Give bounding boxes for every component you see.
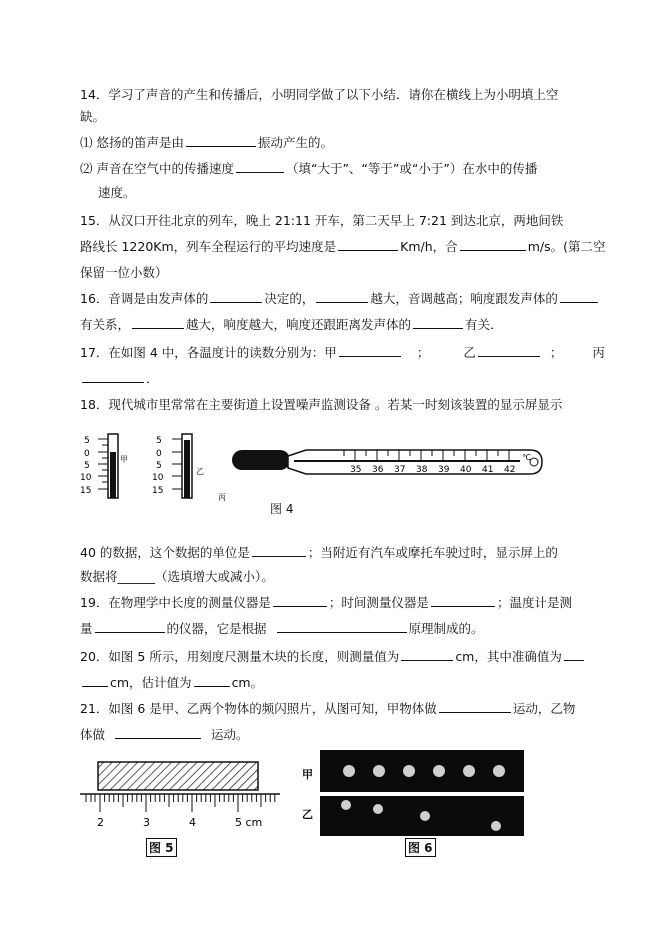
ball-yi (491, 821, 501, 831)
q19-line2 (80, 620, 484, 638)
ball-jia (463, 765, 475, 777)
q19-text-a3: ；温度计是测 (496, 595, 572, 610)
q14-part1-text-end: 振动产生的。 (257, 135, 333, 150)
q20-line2 (80, 674, 263, 692)
q18-text-b1: 40 的数据，这个数据的单位是 (80, 545, 250, 560)
q18-line3 (80, 568, 274, 586)
thermometer-jia (80, 434, 128, 498)
q18-text-b2: ；当附近有汽车或摩托车驶过时，显示屏上的 (307, 545, 558, 560)
wood-block (98, 762, 258, 790)
ball-jia (493, 765, 505, 777)
clinical-tick-label: 38 (416, 465, 428, 475)
label-jia: 甲 (120, 455, 128, 464)
q17-text-b: ． (146, 371, 159, 386)
figure-4-caption: 图 4 (270, 502, 294, 516)
q21-text-b2: 运动。 (211, 727, 249, 742)
figure-5-caption: 图 5 (146, 838, 177, 857)
q14-part2-text: ⑵ 声音在空气中的传播速度 (80, 161, 234, 176)
clinical-tick-label: 41 (482, 465, 494, 475)
answer-blank[interactable] (338, 238, 398, 251)
answer-blank[interactable] (339, 344, 401, 357)
scale-tick-label: 15 (80, 486, 92, 496)
q20-text-b1: cm，估计值为 (110, 675, 192, 690)
answer-blank[interactable] (236, 160, 284, 173)
q16-text-b2: 越大，响度越大，响度还跟距离发声体的 (186, 317, 412, 332)
clinical-tick-label: 39 (438, 465, 450, 475)
q16-text-a3: 越大，音调越高；响度跟发声体的 (370, 291, 558, 306)
q14-stem-text: 14．学习了声音的产生和传播后，小明同学做了以下小结．请你在横线上为小明填上空 (80, 87, 559, 102)
clinical-tick-label: 40 (460, 465, 472, 475)
figure-6-strobe-photos (300, 748, 530, 838)
q14-part2-cont (98, 184, 136, 202)
q16-line1 (80, 290, 600, 308)
q19-text-a2: ；时间测量仪器是 (328, 595, 429, 610)
figure-5-ruler (80, 760, 280, 840)
q20-text-a2: cm，其中准确值为 (455, 649, 562, 664)
answer-blank[interactable] (132, 316, 184, 329)
q20-line1 (80, 648, 586, 666)
q15-line2 (80, 238, 605, 256)
q14-part2 (80, 160, 537, 178)
q20-text-b2: cm。 (231, 675, 264, 690)
ruler-label: 3 (143, 816, 150, 829)
answer-blank[interactable] (82, 370, 144, 383)
answer-blank[interactable] (210, 290, 262, 303)
q17-text-a1: 17．在如图 4 中，各温度计的读数分别为：甲 (80, 345, 337, 360)
q16-text-b3: 有关． (465, 317, 503, 332)
answer-blank[interactable] (316, 290, 368, 303)
thermometer-yi (152, 434, 204, 498)
ball-jia (403, 765, 415, 777)
q16-text-a2: 决定的， (264, 291, 315, 306)
clinical-tick-label: 36 (372, 465, 384, 475)
q17-line2 (80, 370, 159, 388)
ruler-label: 2 (97, 816, 104, 829)
label-yi: 乙 (302, 808, 313, 821)
figure-6-caption: 图 6 (405, 838, 436, 857)
thermometer-bing (232, 450, 542, 475)
q15-line3 (80, 264, 168, 282)
q15-text-c: 保留一位小数） (80, 265, 168, 280)
q16-line2 (80, 316, 503, 334)
answer-blank[interactable] (115, 726, 201, 739)
q16-text-b1: 有关系， (80, 317, 131, 332)
answer-blank[interactable] (460, 238, 526, 251)
q14-part1-text: ⑴ 悠扬的笛声是由 (80, 135, 184, 150)
answer-blank[interactable] (478, 344, 540, 357)
q17-line1 (80, 344, 605, 362)
q14-stem-cont (80, 108, 105, 126)
q21-text-a1: 21．如图 6 是甲、乙两个物体的频闪照片，从图可知，甲物体做 (80, 701, 437, 716)
q18-line2 (80, 544, 558, 562)
answer-blank[interactable] (413, 316, 463, 329)
label-bing: 丙 (218, 493, 226, 502)
ruler-label: 4 (189, 816, 196, 829)
scale-tick-label: 10 (80, 473, 92, 483)
answer-blank[interactable] (439, 700, 511, 713)
q14-stem-cont-text: 缺。 (80, 109, 106, 124)
clinical-tick-label: 35 (350, 465, 362, 475)
answer-blank[interactable] (277, 620, 407, 633)
q14-stem (80, 86, 558, 104)
q21-text-b1: 体做 (80, 727, 106, 742)
q15-text-b2: Km/h，合 (400, 239, 458, 254)
q21-line2 (80, 726, 249, 744)
ball-jia (373, 765, 385, 777)
ball-yi (420, 811, 430, 821)
clinical-tick-label: 42 (504, 465, 516, 475)
answer-blank[interactable] (82, 674, 108, 687)
clinical-tick-label: 37 (394, 465, 406, 475)
scale-tick-label: 5 (156, 461, 162, 471)
q19-text-b2: 的仪器，它是根据 (166, 621, 267, 636)
q21-text-a2: 运动，乙物 (512, 701, 576, 716)
q15-text-b3: m/s。(第二空 (527, 239, 606, 254)
answer-blank[interactable] (186, 134, 256, 147)
q19-line1 (80, 594, 572, 612)
q17-text-a4: ； (549, 345, 563, 360)
answer-blank[interactable] (401, 648, 453, 661)
q19-text-a1: 19．在物理学中长度的测量仪器是 (80, 595, 271, 610)
scale-tick-label: 5 (84, 461, 90, 471)
ball-jia (343, 765, 355, 777)
ball-yi (373, 804, 383, 814)
ball-jia (433, 765, 445, 777)
q17-text-a3: 乙 (463, 345, 476, 360)
answer-blank[interactable] (252, 544, 306, 557)
answer-blank[interactable] (560, 290, 598, 303)
q18-text-a: 18．现代城市里常常在主要街道上设置噪声监测设备 。若某一时刻该装置的显示屏显示 (80, 397, 563, 412)
answer-blank[interactable] (194, 674, 230, 687)
q15-line1 (80, 212, 563, 230)
ball-yi (341, 800, 351, 810)
answer-blank[interactable] (564, 648, 584, 661)
clinical-unit: ℃ (522, 453, 531, 462)
q19-text-b1: 量 (80, 621, 93, 636)
figure-4-thermometers (80, 428, 560, 518)
q14-part1 (80, 134, 333, 152)
ruler-label: 5 cm (235, 816, 263, 829)
answer-blank[interactable] (431, 594, 495, 607)
scale-tick-label: 10 (152, 473, 164, 483)
scale-tick-label: 0 (84, 449, 90, 459)
label-jia: 甲 (302, 768, 313, 781)
q21-line1 (80, 700, 575, 718)
scale-tick-label: 5 (156, 436, 162, 446)
answer-blank[interactable] (273, 594, 327, 607)
q19-text-b3: 原理制成的。 (408, 621, 484, 636)
q20-text-a1: 20．如图 5 所示，用刻度尺测量木块的长度，则测量值为 (80, 649, 400, 664)
scale-tick-label: 5 (84, 436, 90, 446)
label-yi: 乙 (196, 467, 204, 476)
q15-text: 15．从汉口开往北京的列车，晚上 21:11 开车，第二天早上 7:21 到达北京，两地间铁 (80, 213, 564, 228)
q14-part2-text-end: （填“大于”、“等于”或“小于”）在水中的传播 (285, 161, 538, 176)
q18-text-c: 数据将______（选填增大或减小）。 (80, 569, 274, 584)
q16-text-a1: 16．音调是由发声体的 (80, 291, 209, 306)
q17-text-a2: ； (416, 345, 430, 360)
scale-tick-label: 15 (152, 486, 164, 496)
q18-line1 (80, 396, 562, 414)
q14-part2-cont-text: 速度。 (98, 185, 136, 200)
scale-tick-label: 0 (156, 449, 162, 459)
q15-text-b1: 路线长 1220Km，列车全程运行的平均速度是 (80, 239, 337, 254)
answer-blank[interactable] (95, 620, 165, 633)
q17-text-a5: 丙 (592, 345, 605, 360)
